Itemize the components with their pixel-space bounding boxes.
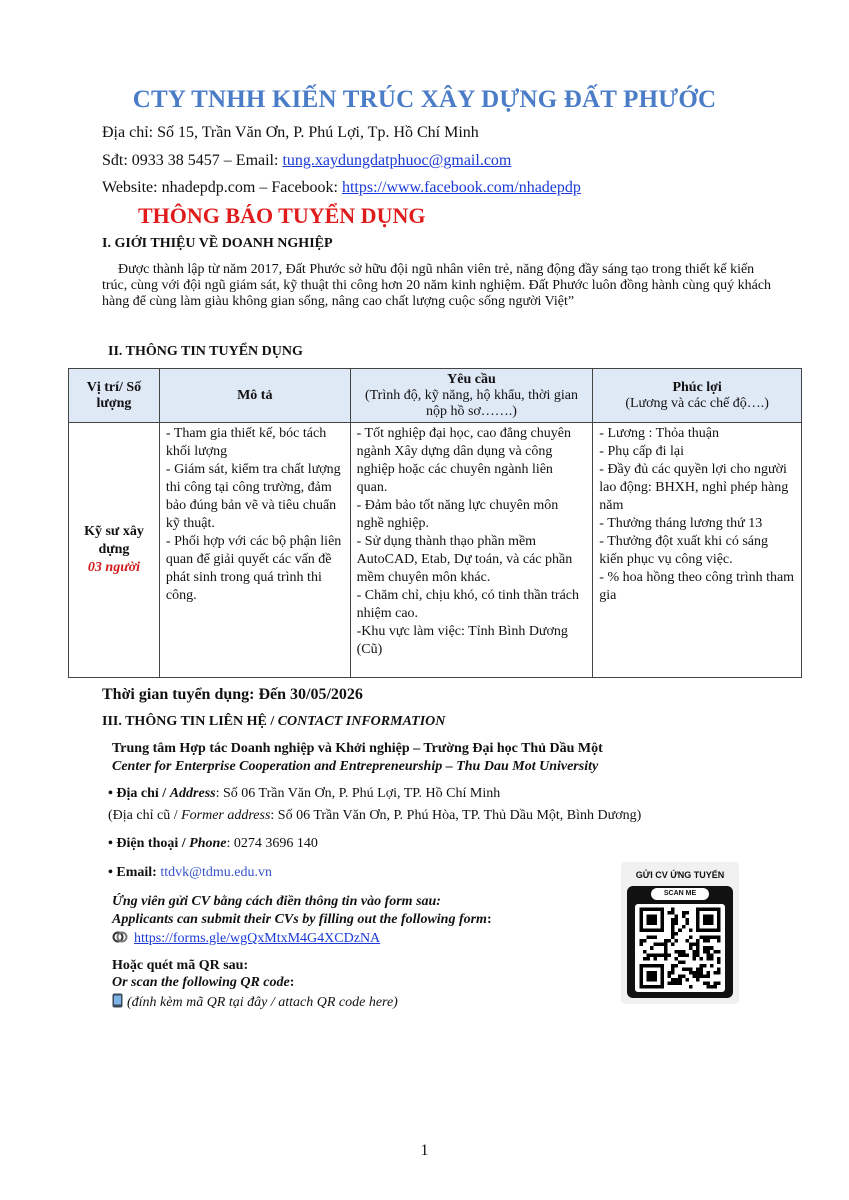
recruitment-period: Thời gian tuyển dụng: Đến 30/05/2026: [102, 686, 363, 703]
address-value: : Số 06 Trần Văn Ơn, P. Phú Lợi, TP. Hồ Chí Minh: [215, 786, 501, 801]
cv-en-colon: :: [486, 912, 492, 927]
qr-title: GỬI CV ỨNG TUYỂN: [635, 870, 725, 880]
table-row: [69, 423, 802, 678]
phone-value: : 0274 3696 140: [226, 836, 318, 851]
list-item: - Tốt nghiệp đại học, cao đẳng chuyên ngành Xây dựng dân dụng và công nghiệp hoặc các chuyên ngành liên quan.: [356, 426, 571, 495]
section-intro-heading: I. GIỚI THIỆU VỀ DOANH NGHIỆP: [102, 236, 333, 251]
cv-instruction-vi: Ứng viên gửi CV bằng cách điền thông tin vào form sau:: [112, 894, 441, 909]
list-item: - Giám sát, kiểm tra chất lượng thi công tại công trường, đảm bảo đúng bản vẽ và tiêu chuẩn kỹ thuật.: [165, 462, 341, 531]
col-requirements: [350, 369, 593, 423]
job-benefits-cell: [593, 423, 802, 678]
qr-en-colon: :: [289, 975, 295, 990]
list-item: - Tham gia thiết kế, bóc tách khối lượng: [165, 426, 327, 459]
contact-heading-en: CONTACT INFORMATION: [277, 714, 446, 729]
contact-phone: [108, 836, 318, 852]
email-label: • Email:: [108, 865, 161, 880]
facebook-link[interactable]: https://www.facebook.com/nhadepdp: [341, 179, 581, 196]
job-requirements-cell: [350, 423, 593, 678]
cv-en-text: Applicants can submit their CVs by filling out the following form: [112, 912, 487, 927]
phone-icon: [112, 993, 123, 1008]
list-item: - Lương : Thỏa thuận: [599, 426, 719, 441]
job-position: Kỹ sư xây dựng: [84, 524, 144, 557]
section-jobs-heading: II. THÔNG TIN TUYỂN DỤNG: [108, 344, 303, 359]
jobs-table: [68, 368, 802, 678]
phone-label-en: Phone: [189, 836, 227, 851]
announcement-title: THÔNG BÁO TUYỂN DỤNG: [138, 203, 426, 228]
list-item: - Thưởng tháng lương thứ 13: [599, 516, 763, 531]
former-value: : Số 06 Trần Văn Ơn, P. Phú Hòa, TP. Thủ Dầu Một, Bình Dương): [270, 808, 642, 823]
org-name-en: Center for Enterprise Cooperation and Entrepreneurship – Thu Dau Mot University: [112, 759, 599, 774]
col-requirements-sub: (Trình độ, kỹ năng, hộ khẩu, thời gian nộp hồ sơ…….): [364, 387, 578, 419]
list-item: - Phối hợp với các bộ phận liên quan để giải quyết các vấn đề phát sinh trong quá trình thi công.: [165, 534, 342, 603]
company-phone: Sđt: 0933 38 5457 – Email:: [102, 152, 283, 169]
col-benefits: [593, 369, 802, 423]
list-item: - Đảm bảo tốt năng lực chuyên môn nghề nghiệp.: [356, 498, 559, 531]
contact-email: [108, 865, 272, 881]
company-address: Địa chỉ: Số 15, Trần Văn Ơn, P. Phú Lợi, Tp. Hồ Chí Minh: [102, 124, 479, 141]
qr-frame: [627, 886, 733, 998]
qr-instruction-vi: Hoặc quét mã QR sau:: [112, 958, 249, 973]
col-description: Mô tả: [159, 369, 350, 423]
form-link-row: [112, 930, 380, 947]
qr-instruction-en: [112, 975, 294, 991]
company-name: CTY TNHH KIẾN TRÚC XÂY DỰNG ĐẤT PHƯỚC: [132, 86, 717, 113]
list-item: - Sử dụng thành thạo phần mềm AutoCAD, Etab, Dự toán, và các phần mềm chuyên môn khác.: [356, 534, 573, 585]
job-position-cell: [69, 423, 160, 678]
qr-code-image[interactable]: [635, 904, 725, 992]
list-item: -Khu vực làm việc: Tỉnh Bình Dương (Cũ): [356, 624, 568, 657]
list-item: - Đầy đủ các quyền lợi cho người lao động: BHXH, nghỉ phép hàng năm: [599, 462, 789, 513]
section-intro-text: Được thành lập từ năm 2017, Đất Phước sở hữu đội ngũ nhân viên trẻ, năng động đầy sáng tạo trong thiết kế kiến trúc, cùng với đội ngũ giám sát, kỹ thuật thi công hơn 20 năm kinh nghiệm. Đất Phước luôn đồng hành cùng quý khách hàng để cùng làm giàu không gian sống, nâng cao chất lượng cuộc sống người Việt”: [102, 262, 772, 309]
qr-code-icon: [635, 904, 725, 992]
company-website: Website: nhadepdp.com – Facebook:: [102, 179, 342, 196]
list-item: - % hoa hồng theo công trình tham gia: [599, 570, 795, 603]
col-requirements-label: Yêu cầu: [447, 371, 496, 387]
qr-note: (đính kèm mã QR tại đây / attach QR code here): [127, 995, 398, 1010]
list-item: - Phụ cấp đi lại: [599, 444, 685, 459]
col-benefits-label: Phúc lợi: [672, 379, 722, 395]
address-label-en: Address: [169, 786, 216, 801]
list-item: - Thưởng đột xuất khi có sáng kiến phục vụ công việc.: [599, 534, 768, 567]
job-quantity: 03 người: [87, 560, 140, 575]
col-benefits-sub: (Lương và các chế độ….): [625, 395, 769, 411]
link-icon: [112, 930, 128, 944]
company-contact: [102, 152, 511, 170]
jobs-table-header: [69, 369, 802, 423]
company-email-link[interactable]: tung.xaydungdatphuoc@gmail.com: [282, 152, 512, 169]
section-contact-heading: [102, 714, 445, 730]
contact-heading-vi: III. THÔNG TIN LIÊN HỆ /: [102, 714, 278, 729]
org-name-vi: Trung tâm Hợp tác Doanh nghiệp và Khởi nghiệp – Trường Đại học Thủ Dầu Một: [112, 741, 603, 756]
qr-en-text: Or scan the following QR code: [112, 975, 290, 990]
address-label-vi: • Địa chỉ /: [108, 786, 170, 801]
contact-address: [108, 786, 500, 802]
contact-former-address: [108, 808, 641, 824]
form-link[interactable]: https://forms.gle/wgQxMtxM4G4XCDzNA: [134, 931, 381, 946]
list-item: - Chăm chỉ, chịu khó, có tinh thần trách nhiệm cao.: [356, 588, 580, 621]
company-web: [102, 179, 581, 197]
job-description-cell: [159, 423, 350, 678]
email-link[interactable]: ttdvk@tdmu.edu.vn: [160, 865, 273, 880]
cv-instruction-en: [112, 912, 492, 928]
qr-card: [621, 862, 739, 1004]
scan-me-badge: SCAN ME: [651, 888, 709, 900]
former-label: Former address: [181, 808, 271, 823]
former-prefix: (Địa chỉ cũ /: [108, 808, 182, 823]
page-number: 1: [420, 1142, 429, 1159]
qr-note-row: [112, 993, 398, 1011]
col-position: Vị trí/ Số lượng: [69, 369, 160, 423]
phone-label-vi: • Điện thoại /: [108, 836, 190, 851]
